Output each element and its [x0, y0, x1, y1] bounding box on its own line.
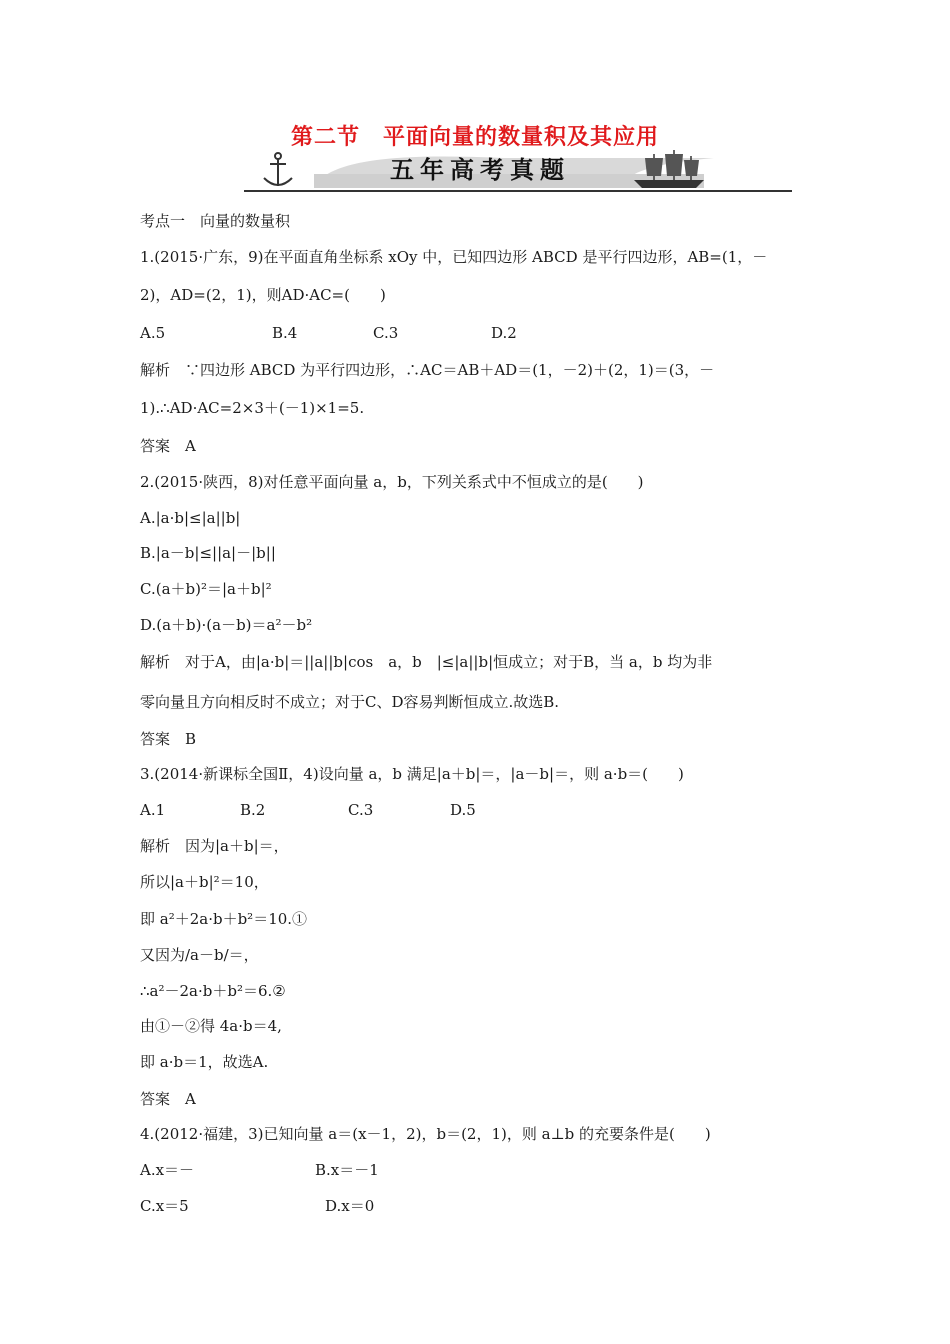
q4-option-d: D.x＝0	[325, 1197, 375, 1215]
q2-answer: 答案 B	[140, 730, 197, 748]
q3-stem: 3.(2014·新课标全国Ⅱ，4)设向量 a，b 满足|a＋b|＝，|a－b|＝，则 a·b＝( )	[140, 765, 684, 783]
q2-option-c: C.(a＋b)²＝|a＋b|²	[140, 580, 272, 598]
q3-analysis-line6: 由①－②得 4a·b＝4,	[140, 1017, 282, 1035]
q4-option-b: B.x＝－1	[315, 1161, 379, 1179]
q1-analysis-line1: 解析 ∵四边形 ABCD 为平行四边形，∴AC＝AB＋AD＝(1，－2)＋(2，1)＝(3，－	[140, 361, 715, 379]
page-title: 第二节 平面向量的数量积及其应用	[290, 125, 659, 150]
q1-analysis-line2: 1).∴AD·AC=2×3＋(－1)×1=5.	[140, 399, 365, 417]
q1-stem-line2: 2)，AD=(2，1)，则AD·AC=( )	[140, 286, 386, 304]
q1-option-b: B.4	[272, 324, 298, 342]
q1-option-c: C.3	[373, 324, 399, 342]
q3-answer: 答案 A	[140, 1090, 196, 1108]
q4-stem: 4.(2012·福建，3)已知向量 a＝(x－1，2)，b＝(2，1)，则 a⊥b 的充要条件是( )	[140, 1125, 711, 1143]
q3-analysis-line4: 又因为/a－b/＝，	[140, 946, 259, 964]
q4-option-a: A.x＝－	[140, 1161, 195, 1179]
q1-answer: 答案 A	[140, 437, 196, 455]
q1-option-a: A.5	[140, 324, 166, 342]
q1-option-d: D.2	[491, 324, 517, 342]
section-heading: 考点一 向量的数量积	[140, 212, 291, 230]
q2-stem: 2.(2015·陕西，8)对任意平面向量 a，b，下列关系式中不恒成立的是( )	[140, 473, 644, 491]
q3-analysis-line3: 即 a²＋2a·b＋b²＝10.①	[140, 910, 308, 928]
banner-label: 五年高考真题	[390, 156, 570, 184]
q4-option-c: C.x＝5	[140, 1197, 189, 1215]
q2-option-a: A.|a·b|≤|a||b|	[140, 509, 241, 527]
q2-option-b: B.|a－b|≤||a|－|b||	[140, 544, 276, 562]
q2-option-d: D.(a＋b)·(a－b)＝a²－b²	[140, 616, 313, 634]
q3-option-b: B.2	[240, 801, 266, 819]
q3-analysis-line1: 解析 因为|a＋b|＝，	[140, 837, 289, 855]
q1-stem-line1: 1.(2015·广东，9)在平面直角坐标系 xOy 中，已知四边形 ABCD 是平行四边形，AB=(1，－	[140, 248, 768, 266]
q3-option-a: A.1	[140, 801, 166, 819]
q3-analysis-line2: 所以|a＋b|²＝10，	[140, 873, 269, 891]
q2-analysis-line1: 解析 对于A，由|a·b|＝||a||b|cos a，b |≤|a||b|恒成立；对于B，当 a，b 均为非	[140, 653, 713, 671]
q3-analysis-line5: ∴a²－2a·b＋b²＝6.②	[140, 982, 286, 1000]
q2-analysis-line2: 零向量且方向相反时不成立；对于C、D容易判断恒成立.故选B.	[140, 693, 560, 711]
q3-option-d: D.5	[450, 801, 476, 819]
q3-option-c: C.3	[348, 801, 374, 819]
anchor-icon	[264, 153, 292, 186]
q3-analysis-line7: 即 a·b＝1，故选A.	[140, 1053, 269, 1071]
